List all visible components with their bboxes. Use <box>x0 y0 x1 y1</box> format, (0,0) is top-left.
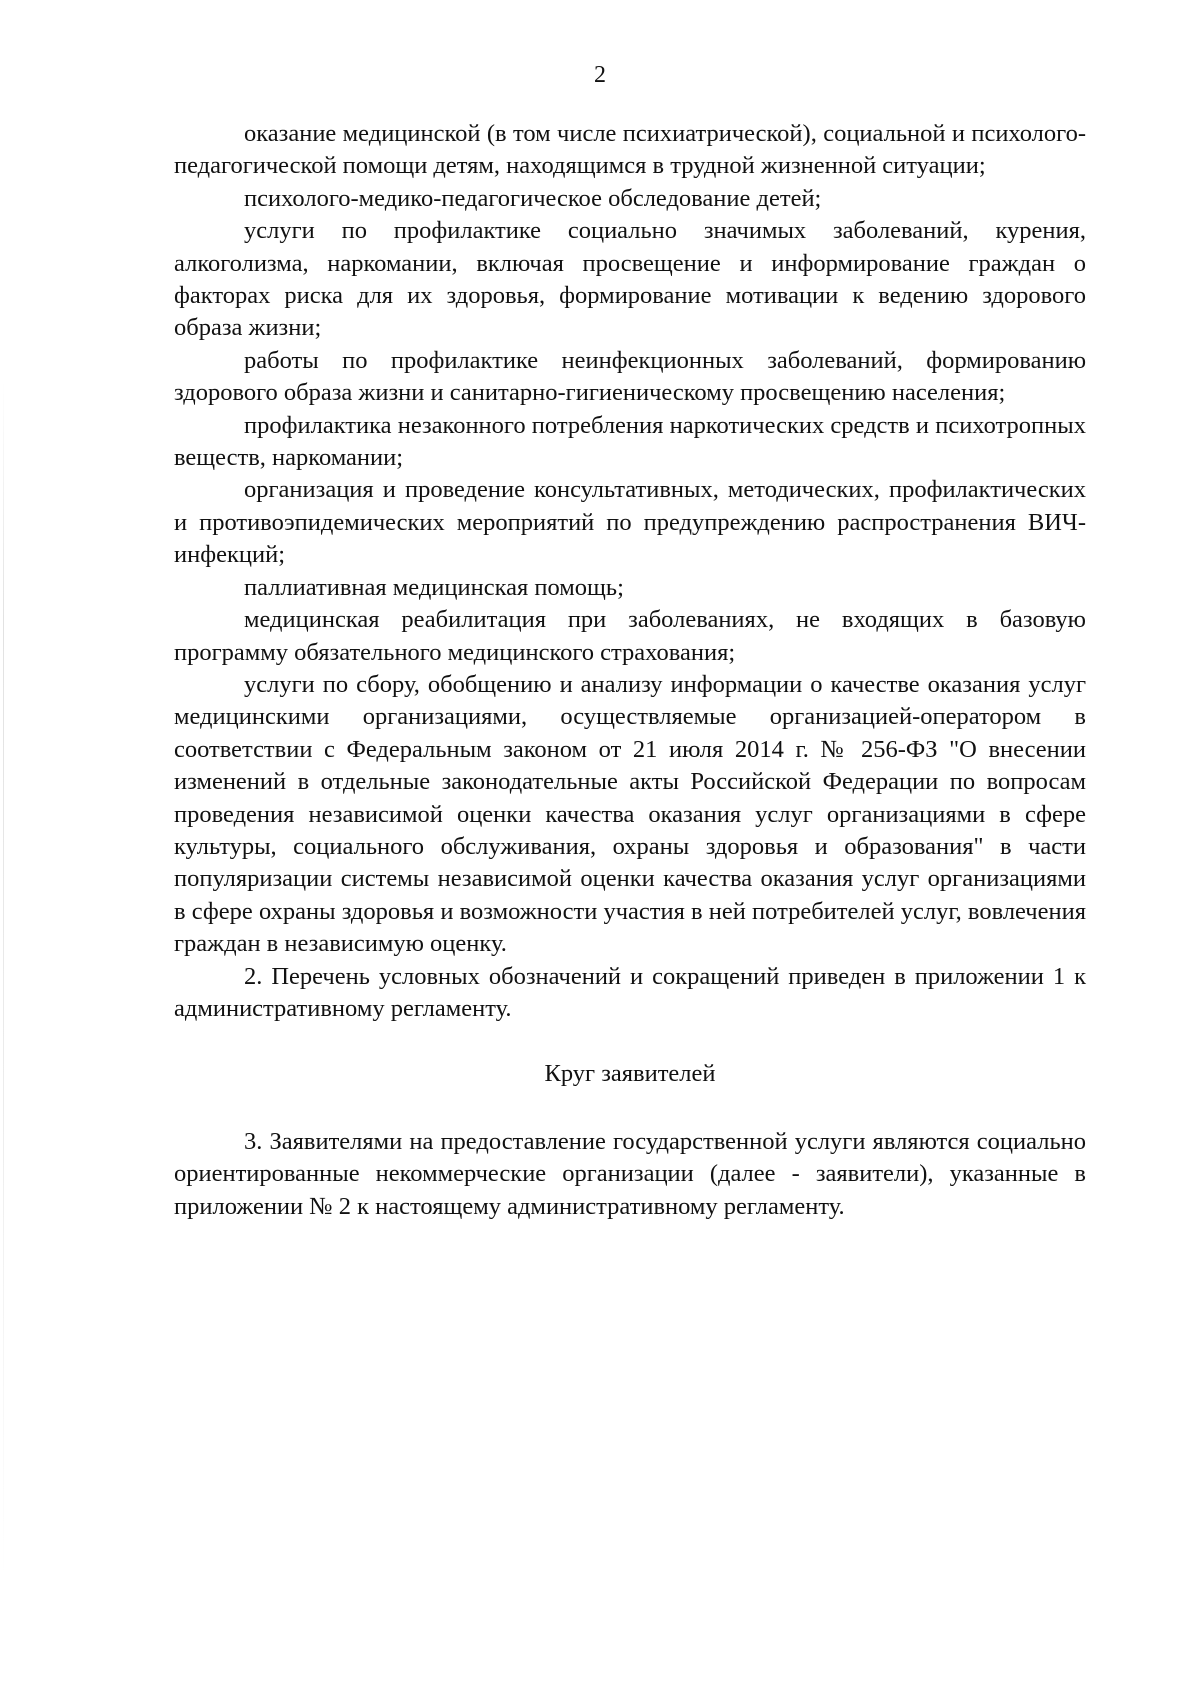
document-body <box>174 118 1086 1223</box>
paragraph-drug-prevention: профилактика незаконного потребления наркотических средств и психотропных веществ, наркомании; <box>174 411 1086 472</box>
paragraph-prevention-works: работы по профилактике неинфекционных заболеваний, формированию здорового образа жизни и санитарно-гигиеническому просвещению населения; <box>174 346 1086 407</box>
scan-edge <box>3 380 4 1580</box>
paragraph-examination: психолого-медико-педагогическое обследование детей; <box>244 184 822 212</box>
paragraph-hiv-measures: организация и проведение консультативных, методических, профилактических и противоэпидемических мероприятий по предупреждению распространения ВИЧ-инфекций; <box>174 476 1086 569</box>
paragraph-abbreviations: 2. Перечень условных обозначений и сокращений приведен в приложении 1 к административному регламенту. <box>174 962 1086 1022</box>
paragraph-medical-help: оказание медицинской (в том числе психиатрической), социальной и психолого-педагогической помощи детям, находящимся в трудной жизненной ситуации; <box>174 120 1086 180</box>
paragraph-rehabilitation: медицинская реабилитация при заболеваниях, не входящих в базовую программу обязательного медицинского страхования; <box>174 606 1086 666</box>
paragraph-prevention-services: услуги по профилактике социально значимых заболеваний, курения, алкоголизма, наркомании, включая просвещение и информирование граждан о факторах риска для их здоровья, формирование мотивации к ведению здорового образа жизни; <box>174 217 1086 342</box>
section-heading: Круг заявителей <box>544 1060 716 1088</box>
page-number: 2 <box>594 62 606 88</box>
paragraph-quality-assessment: услуги по сбору, обобщению и анализу информации о качестве оказания услуг медицинскими организациями, осуществляемые организацией-оператором в соответствии с Федеральным законом от 21 июля 2014 г. № 256-ФЗ "О внесении изменений в отдельные законодательные акты Российской Федерации по вопросам проведения независимой оценки качества оказания услуг организациями в сфере культуры, социального обслуживания, охраны здоровья и образования" в части популяризации системы независимой оценки качества оказания услуг организациями в сфере охраны здоровья и возможности участия в ней потребителей услуг, вовлечения граждан в независимую оценку. <box>174 670 1086 958</box>
paragraph-applicants: 3. Заявителями на предоставление государственной услуги являются социально ориентированные некоммерческие организации (далее - заявители), указанные в приложении № 2 к настоящему административному регламенту. <box>174 1127 1086 1220</box>
paragraph-palliative-care: паллиативная медицинская помощь; <box>244 573 624 601</box>
